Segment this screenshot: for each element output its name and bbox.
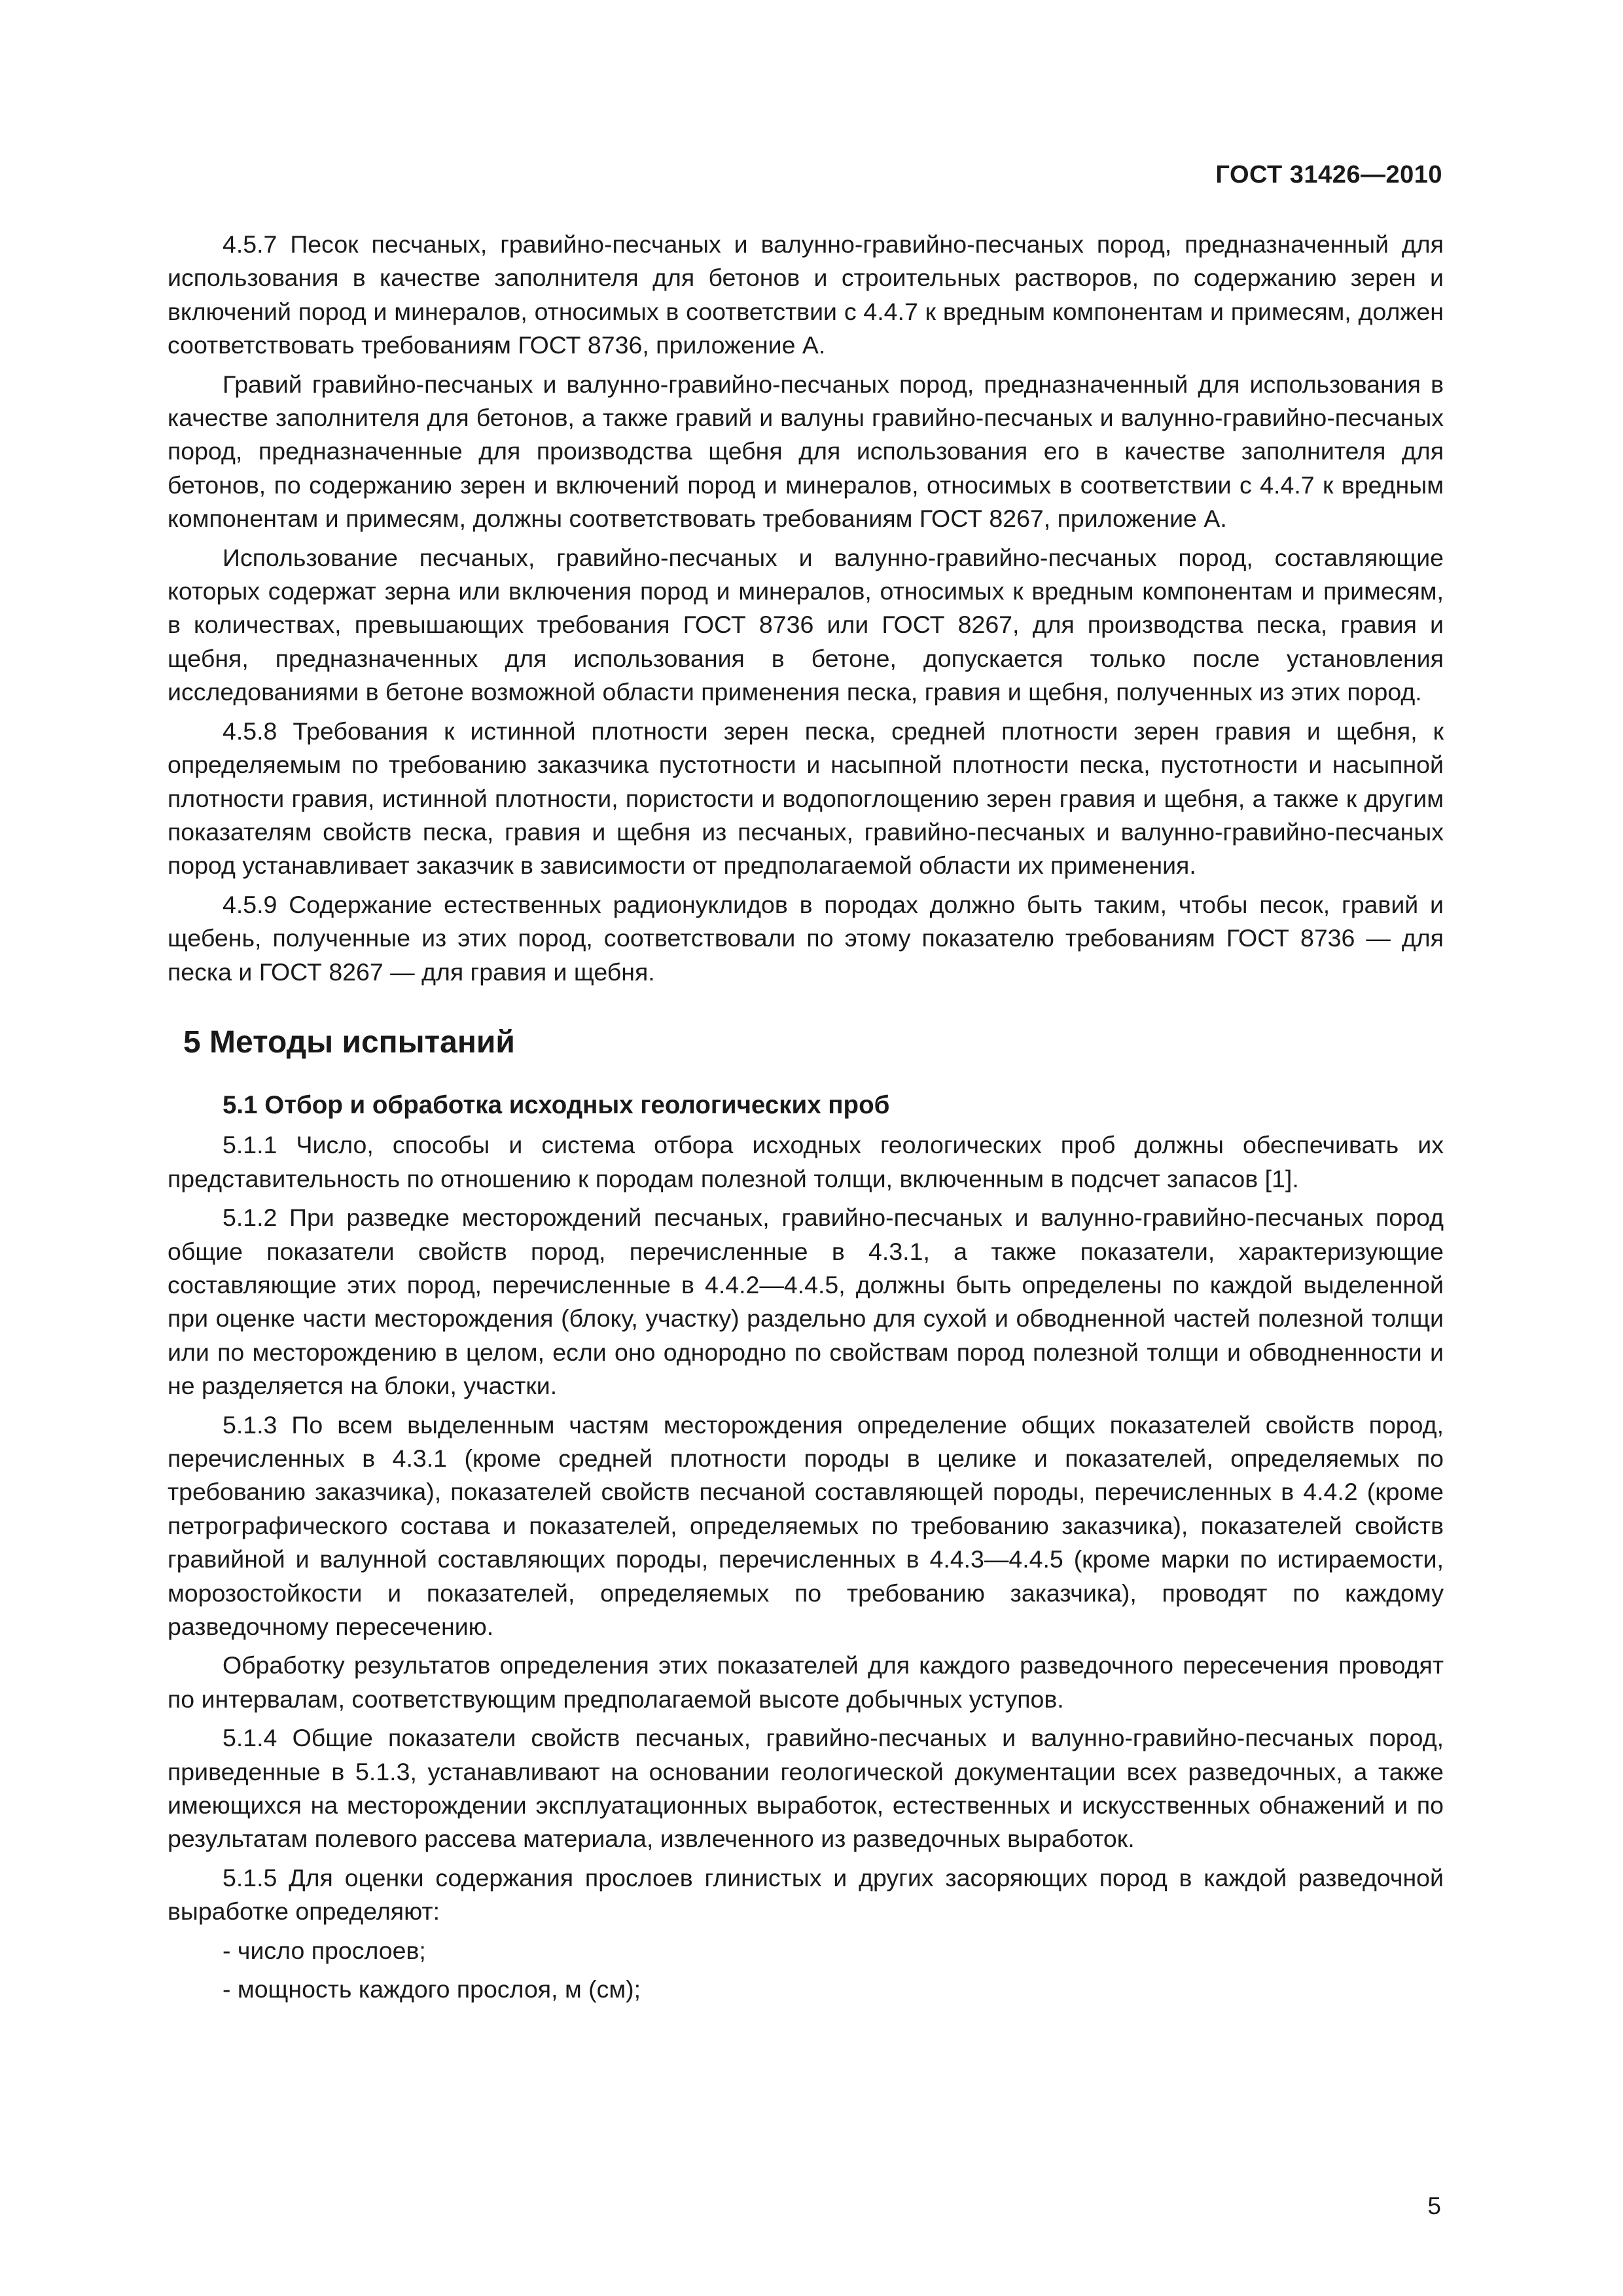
paragraph-5-1-1: 5.1.1 Число, способы и система отбора исходных геологических проб должны обеспечивать их представительность по отношению к породам полезной толщи, включенным в подсчет запасов [1]. [168, 1131, 1444, 1193]
page-body [168, 228, 1444, 2012]
paragraph-5-1-3: 5.1.3 По всем выделенным частям месторождения определение общих показателей свойств пород, перечисленных в 4.3.1 (кроме средней плотности породы в целике и показателей, определяемых по требованию заказчика), показателей свойств песчаной составляющей породы, перечисленных в 4.4.2 (кроме петрографического состава и показателей, определяемых по требованию заказчика), показателей свойств гравийной и валунной составляющих породы, перечисленных в 4.4.3—4.4.5 (кроме марки по истираемости, морозостойкости и показателей, определяемых по требованию заказчика), проводят по каждому разведочному пересечению. [168, 1410, 1444, 1641]
subsection-heading: 5.1 Отбор и обработка исходных геологических проб [223, 1090, 890, 1119]
section-heading: 5 Методы испытаний [183, 1024, 515, 1060]
paragraph-processing: Обработку результатов определения этих показателей для каждого разведочного пересечения проводят по интервалам, соответствующим предполагаемой высоте добычных уступов. [168, 1651, 1444, 1713]
paragraph-gravel: Гравий гравийно-песчаных и валунно-гравийно-песчаных пород, предназначенный для использования в качестве заполнителя для бетонов, а также гравий и валуны гравийно-песчаных и валунно-гравийно-песчаных пород, предназначенные для производства щебня для использования его в качестве заполнителя для бетонов, по содержанию зерен и включений пород и минералов, относимых в соответствии с 4.4.7 к вредным компонентам и примесям, должны соответствовать требованиям ГОСТ 8267, приложение А. [168, 370, 1444, 533]
page-number: 5 [1427, 2193, 1441, 2219]
paragraph-5-1-2: 5.1.2 При разведке месторождений песчаных, гравийно-песчаных и валунно-гравийно-песчаных пород общие показатели свойств пород, перечисленные в 4.3.1, а также показатели, характеризующие составляющие этих пород, перечисленные в 4.4.2—4.4.5, должны быть определены по каждой выделенной при оценке части месторождения (блоку, участку) раздельно для сухой и обводненной частей полезной толщи или по месторождению в целом, если оно однородно по свойствам пород полезной толщи и обводненности и не разделяется на блоки, участки. [168, 1204, 1444, 1400]
paragraph-5-1-5: 5.1.5 Для оценки содержания прослоев глинистых и других засоряющих пород в каждой разведочной выработке определяют: [168, 1863, 1444, 1926]
paragraph-usage: Использование песчаных, гравийно-песчаных и валунно-гравийно-песчаных пород, составляющие которых содержат зерна или включения пород и минералов, относимых к вредным компонентам и примесям, в количествах, превышающих требования ГОСТ 8736 или ГОСТ 8267, для производства песка, гравия и щебня, предназначенных для использования в бетоне, допускается только после установления исследованиями в бетоне возможной области применения песка, гравия и щебня, полученных из этих пород. [168, 543, 1444, 706]
list-item: - мощность каждого прослоя, м (см); [223, 1975, 641, 2003]
document-header: ГОСТ 31426—2010 [1215, 161, 1442, 188]
paragraph-4-5-7: 4.5.7 Песок песчаных, гравийно-песчаных и валунно-гравийно-песчаных пород, предназначенный для использования в качестве заполнителя для бетонов и строительных растворов, по содержанию зерен и включений пород и минералов, относимых в соответствии с 4.4.7 к вредным компонентам и примесям, должен соответствовать требованиям ГОСТ 8736, приложение А. [168, 230, 1444, 359]
paragraph-4-5-8: 4.5.8 Требования к истинной плотности зерен песка, средней плотности зерен гравия и щебня, к определяемым по требованию заказчика пустотности и насыпной плотности песка, пустотности и насыпной плотности гравия, истинной плотности, пористости и водопоглощению зерен гравия и щебня, а также к другим показателям свойств песка, гравия и щебня из песчаных, гравийно-песчаных и валунно-гравийно-песчаных пород устанавливает заказчик в зависимости от предполагаемой области их применения. [168, 717, 1444, 880]
list-item: - число прослоев; [223, 1936, 426, 1964]
paragraph-5-1-4: 5.1.4 Общие показатели свойств песчаных, гравийно-песчаных и валунно-гравийно-песчаных пород, приведенные в 5.1.3, устанавливают на основании геологической документации всех разведочных, а также имеющихся на месторождении эксплуатационных выработок, естественных и искусственных обнажений и по результатам полевого рассева материала, извлеченного из разведочных выработок. [168, 1724, 1444, 1853]
paragraph-4-5-9: 4.5.9 Содержание естественных радионуклидов в породах должно быть таким, чтобы песок, гравий и щебень, полученные из этих пород, соответствовали по этому показателю требованиям ГОСТ 8736 — для песка и ГОСТ 8267 — для гравия и щебня. [168, 890, 1444, 986]
